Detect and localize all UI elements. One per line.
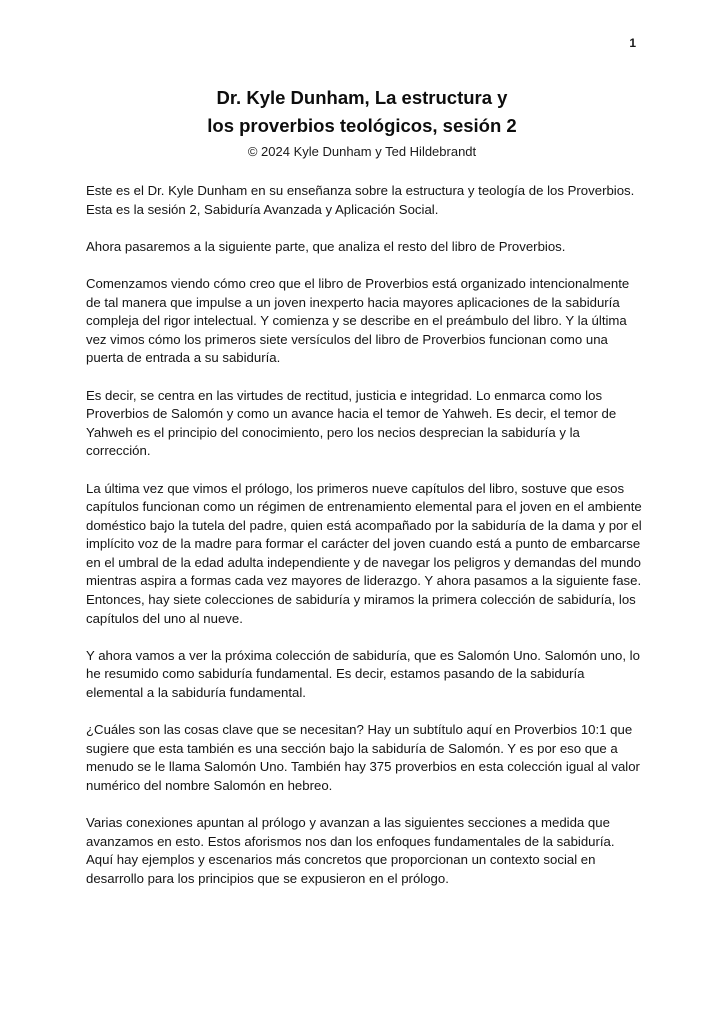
paragraph-5: La última vez que vimos el prólogo, los primeros nueve capítulos del libro, sostuve que esos capítulos funcionan como un régimen de entrenamiento elemental para el joven en el ambiente doméstico bajo la tutela del padre, quien está acompañado por la sabiduría de la dama y por el implícito voz de la madre para formar el carácter del joven cuando está a punto de embarcarse en el umbral de la edad adulta independiente y de navegar los peligros y demandas del mundo mientras aspira a formas cada vez mayores de liderazgo. Y ahora pasamos a la siguiente fase. Entonces, hay siete colecciones de sabiduría y miramos la primera colección de sabiduría, los capítulos del uno al nueve. bbox=[86, 480, 642, 626]
paragraph-4: Es decir, se centra en las virtudes de rectitud, justicia e integridad. Lo enmarca como los Proverbios de Salomón y como un avance hacia el temor de Yahweh. Es decir, el temor de Yahweh es el principio del conocimiento, pero los necios desprecian la sabiduría y la corrección. bbox=[86, 387, 617, 459]
copyright-line: © 2024 Kyle Dunham y Ted Hildebrandt bbox=[247, 144, 477, 159]
paragraph-6: Y ahora vamos a ver la próxima colección de sabiduría, que es Salomón Uno. Salomón uno, lo he resumido como sabiduría fundamental. Es decir, estamos pasando de la sabiduría elemental a la sabiduría fundamental. bbox=[86, 647, 640, 701]
paragraph-1: Este es el Dr. Kyle Dunham en su enseñanza sobre la estructura y teología de los Proverbios. Esta es la sesión 2, Sabiduría Avanzada y Aplicación Social. bbox=[86, 183, 635, 217]
document-header bbox=[0, 84, 724, 161]
document-title-line-2: los proverbios teológicos, sesión 2 bbox=[207, 115, 517, 136]
page-number: 1 bbox=[629, 36, 636, 50]
document-body bbox=[86, 182, 642, 907]
paragraph-8: Varias conexiones apuntan al prólogo y avanzan a las siguientes secciones a medida que avanzamos en esto. Estos aforismos nos dan los enfoques fundamentales de la sabiduría. Aquí hay ejemplos y escenarios más concretos que proporcionan un contexto social en desarrollo para los principios que se expusieron en el prólogo. bbox=[86, 815, 615, 886]
document-title-line-1: Dr. Kyle Dunham, La estructura y bbox=[216, 87, 508, 108]
paragraph-7: ¿Cuáles son las cosas clave que se necesitan? Hay un subtítulo aquí en Proverbios 10:1 que sugiere que esta también es una sección bajo la sabiduría de Salomón. Y es por eso que a menudo se le llama Salomón Uno. También hay 375 proverbios en esta colección igual al valor numérico del nombre Salomón en hebreo. bbox=[86, 722, 640, 793]
paragraph-3: Comenzamos viendo cómo creo que el libro de Proverbios está organizado intencionalmente de tal manera que impulse a un joven inexperto hacia mayores aplicaciones de la sabiduría compleja del rigor intelectual. Y comienza y se describe en el preámbulo del libro. Y la última vez vimos cómo los primeros siete versículos del libro de Proverbios funcionan como una puerta de entrada a su sabiduría. bbox=[86, 275, 630, 366]
paragraph-2: Ahora pasaremos a la siguiente parte, que analiza el resto del libro de Proverbios. bbox=[86, 238, 566, 254]
